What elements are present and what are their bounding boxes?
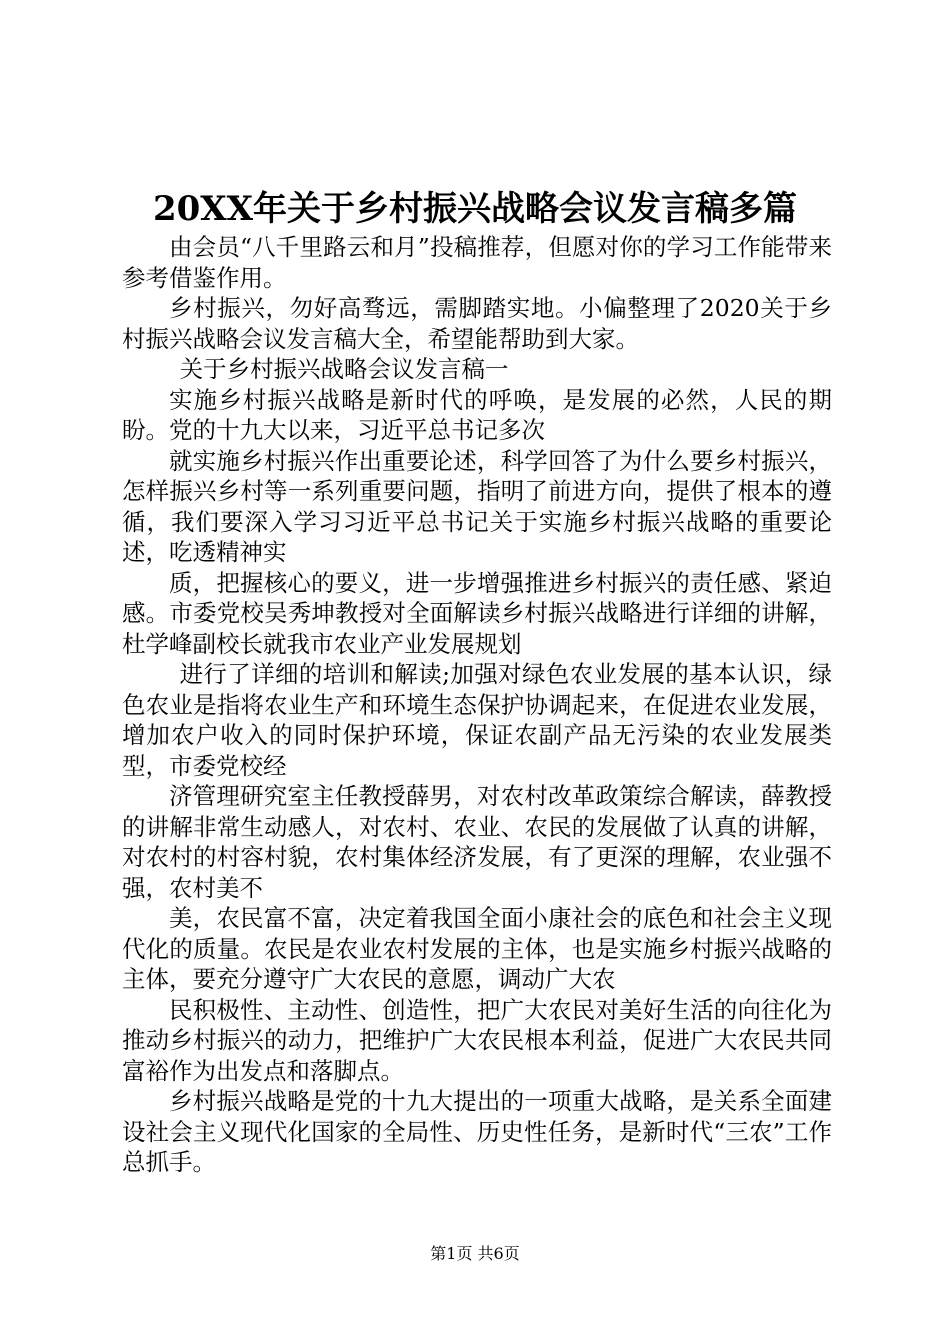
section-heading: 关于乡村振兴战略会议发言稿一 <box>179 355 509 383</box>
paragraph: 美，农民富不富，决定着我国全面小康社会的底色和社会主义现代化的质量。农民是农业农村发展的主体，也是实施乡村振兴战略的主体，要充分遵守广大农民的意愿，调动广大农 <box>122 904 832 993</box>
paragraph: 济管理研究室主任教授薛男，对农村改革政策综合解读，薛教授的讲解非常生动感人，对农村、农业、农民的发展做了认真的讲解，对农村的村容村貌，农村集体经济发展，有了更深的理解，农业强不强，农村美不 <box>122 782 832 902</box>
page-footer: 第1页 共6页 <box>430 1244 520 1263</box>
paragraph: 实施乡村振兴战略是新时代的呼唤，是发展的必然，人民的期盼。党的十九大以来，习近平总书记多次 <box>122 385 832 444</box>
paragraph: 质，把握核心的要义，进一步增强推进乡村振兴的责任感、紧迫感。市委党校吴秀坤教授对全面解读乡村振兴战略进行详细的讲解，杜学峰副校长就我市农业产业发展规划 <box>122 568 832 658</box>
paragraph: 乡村振兴战略是党的十九大提出的一项重大战略，是关系全面建设社会主义现代化国家的全局性、历史性任务，是新时代“三农”工作总抓手。 <box>122 1087 832 1176</box>
paragraph: 民积极性、主动性、创造性，把广大农民对美好生活的向往化为推动乡村振兴的动力，把维护广大农民根本利益，促进广大农民共同富裕作为出发点和落脚点。 <box>122 995 832 1085</box>
document-title: 20XX年关于乡村振兴战略会议发言稿多篇 <box>152 189 798 229</box>
document-body <box>122 232 832 1178</box>
paragraph: 由会员“八千里路云和月”投稿推荐，但愿对你的学习工作能带来参考借鉴作用。 <box>122 233 832 292</box>
paragraph: 乡村振兴，勿好高骛远，需脚踏实地。小偏整理了2020关于乡村振兴战略会议发言稿大全，希望能帮助到大家。 <box>122 294 832 353</box>
paragraph: 就实施乡村振兴作出重要论述，科学回答了为什么要乡村振兴，怎样振兴乡村等一系列重要问题，指明了前进方向，提供了根本的遵循，我们要深入学习习近平总书记关于实施乡村振兴战略的重要论述，吃透精神实 <box>122 446 832 566</box>
paragraph: 进行了详细的培训和解读;加强对绿色农业发展的基本认识，绿色农业是指将农业生产和环境生态保护协调起来，在促进农业发展，增加农户收入的同时保护环境，保证农副产品无污染的农业发展类型，市委党校经 <box>122 660 832 780</box>
